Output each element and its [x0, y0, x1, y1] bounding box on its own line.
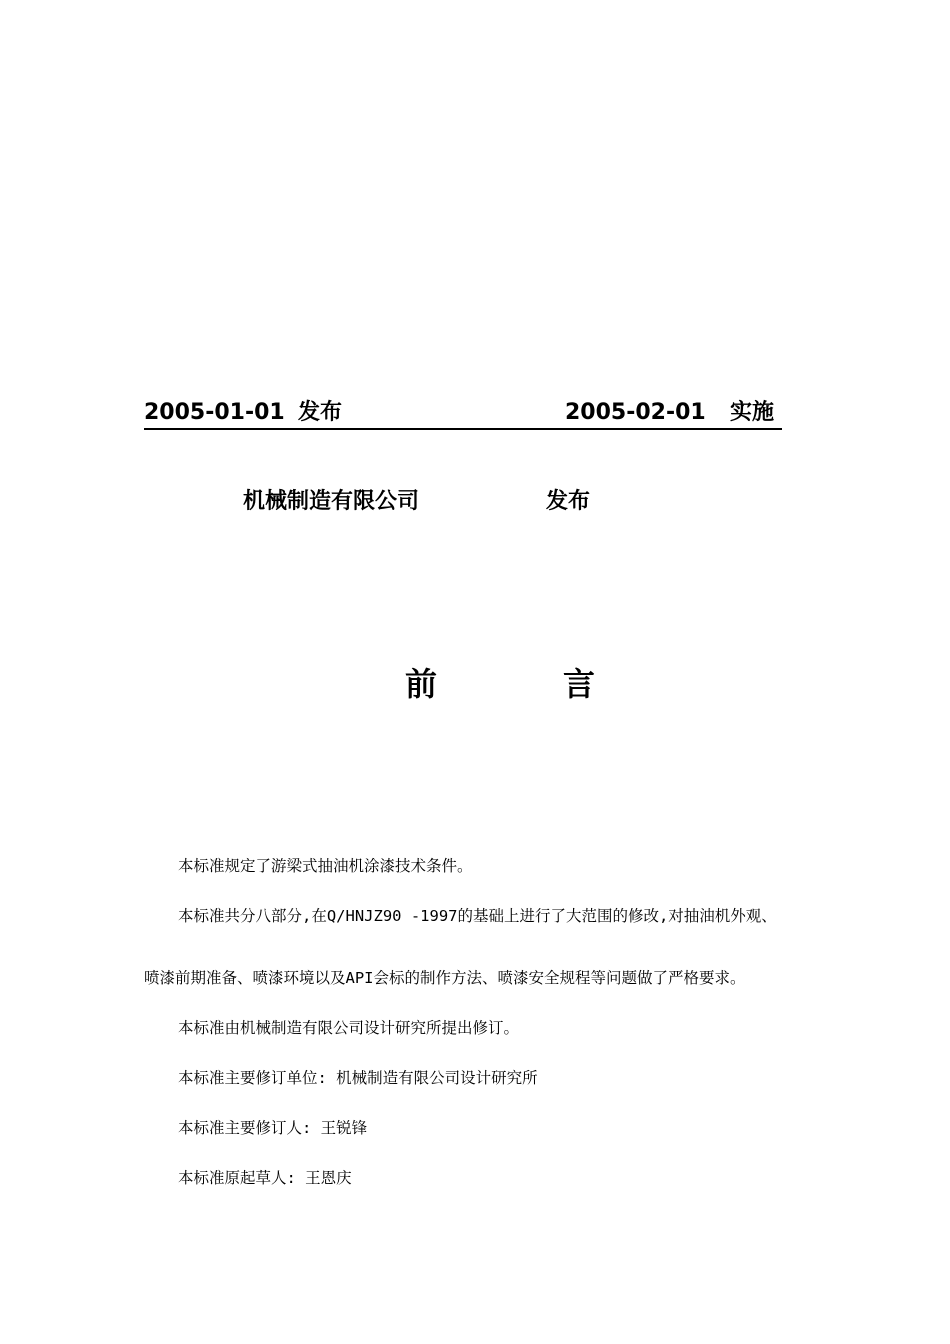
paragraph-scope: 本标准规定了游梁式抽油机涂漆技术条件。	[178, 857, 473, 875]
publish-date: 2005-01-01	[144, 400, 285, 425]
paragraph-revising-unit: 本标准主要修订单位: 机械制造有限公司设计研究所	[178, 1069, 538, 1087]
foreword-title-char-1: 前	[405, 665, 438, 703]
issuing-company: 机械制造有限公司	[243, 489, 420, 514]
release-date-line	[144, 398, 782, 430]
paragraph-structure-line1: 本标准共分八部分,在Q/HNJZ90 -1997的基础上进行了大范围的修改,对抽油机外观、	[178, 907, 777, 925]
issuer-publish-label: 发布	[546, 489, 591, 514]
paragraph-reviser: 本标准主要修订人: 王锐锋	[178, 1119, 368, 1137]
paragraph-proposer: 本标准由机械制造有限公司设计研究所提出修订。	[178, 1019, 520, 1037]
implement-label: 实施	[730, 400, 775, 425]
paragraph-original-drafter: 本标准原起草人: 王恩庆	[178, 1169, 352, 1187]
foreword-title-char-2: 言	[563, 665, 596, 703]
implement-date: 2005-02-01	[565, 400, 706, 425]
publish-label: 发布	[298, 400, 343, 425]
paragraph-structure-line2: 喷漆前期准备、喷漆环境以及API会标的制作方法、喷漆安全规程等问题做了严格要求。	[144, 969, 746, 987]
